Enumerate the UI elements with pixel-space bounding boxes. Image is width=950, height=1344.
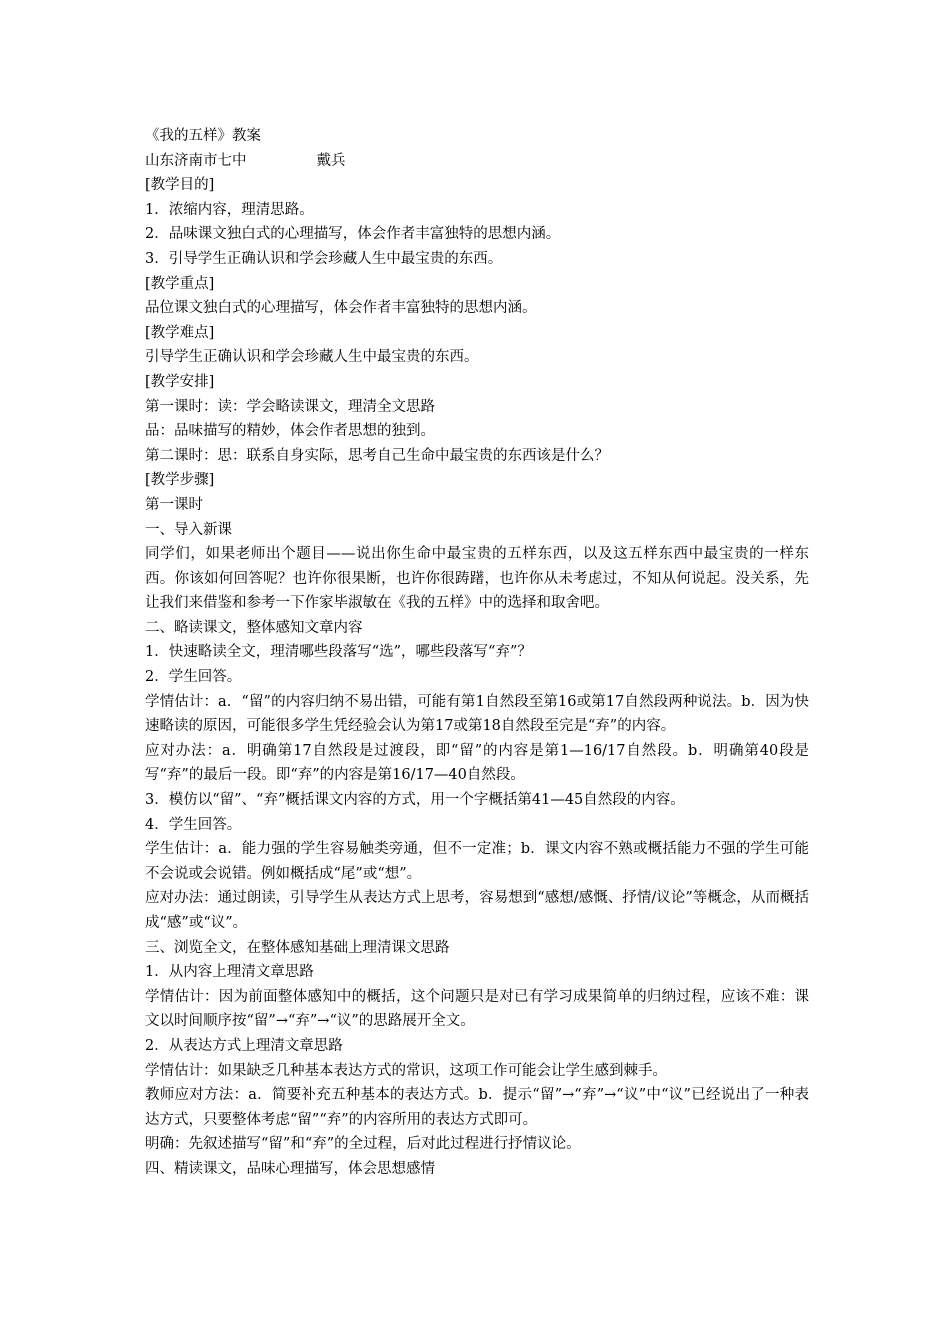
paragraph: 二、略读课文，整体感知文章内容: [145, 619, 363, 636]
paragraph: [教学安排]: [145, 373, 215, 390]
paragraph: 引导学生正确认识和学会珍藏人生中最宝贵的东西。: [145, 349, 479, 366]
paragraph: 第一课时：读：学会略读课文，理清全文思路: [145, 398, 435, 415]
paragraph: 学情估计：a．“留”的内容归纳不易出错，可能有第1自然段至第16或第17自然段两种说法。b．因为快速略读的原因，可能很多学生凭经验会认为第17或第18自然段至完是“弃”的内容。: [145, 693, 809, 735]
paragraph: 明确：先叙述描写“留”和“弃”的全过程，后对此过程进行抒情议论。: [145, 1136, 581, 1153]
paragraph: 2．从表达方式上理清文章思路: [145, 1037, 343, 1054]
paragraph: 同学们，如果老师出个题目——说出你生命中最宝贵的五样东西，以及这五样东西中最宝贵的一样东西。你该如何回答呢？也许你很果断，也许你很踌躇，也许你从未考虑过，不知从何说起。没关系，先让我们来借鉴和参考一下作家毕淑敏在《我的五样》中的选择和取舍吧。: [145, 546, 809, 612]
paragraph: 应对办法：a．明确第17自然段是过渡段，即“留”的内容是第1—16/17自然段。b．明确第40段是写“弃”的最后一段。即“弃”的内容是第16/17—40自然段。: [145, 742, 809, 784]
paragraph: 2．品味课文独白式的心理描写，体会作者丰富独特的思想内涵。: [145, 226, 561, 243]
paragraph: [教学目的]: [145, 177, 215, 194]
paragraph: 第二课时：思：联系自身实际，思考自己生命中最宝贵的东西该是什么？: [145, 447, 609, 464]
document-title: 《我的五样》教案: [145, 128, 261, 144]
author-name: 戴兵: [316, 152, 346, 169]
paragraph: 1．从内容上理清文章思路: [145, 964, 314, 981]
paragraph: 1．快速略读全文，理清哪些段落写“选”，哪些段落写“弃”？: [145, 644, 532, 661]
author-school: 山东济南市七中: [145, 152, 247, 169]
paragraph: 品位课文独白式的心理描写，体会作者丰富独特的思想内涵。: [145, 300, 537, 317]
paragraph: 3．引导学生正确认识和学会珍藏人生中最宝贵的东西。: [145, 250, 503, 267]
paragraph: 应对办法：通过朗读，引导学生从表达方式上思考，容易想到“感想/感慨、抒情/议论”等概念，从而概括成“感”或“议”。: [145, 890, 809, 931]
paragraph: 学情估计：因为前面整体感知中的概括，这个问题只是对已有学习成果简单的归纳过程，应该不难：课文以时间顺序按“留”→“弃”→“议”的思路展开全文。: [145, 988, 809, 1030]
paragraph: 一、导入新课: [145, 521, 232, 538]
paragraph: 4．学生回答。: [145, 816, 242, 833]
document-page: [145, 124, 809, 1182]
document-body: [145, 173, 809, 1181]
paragraph: 1．浓缩内容，理清思路。: [145, 201, 314, 218]
paragraph: 学情估计：如果缺乏几种基本表达方式的常识，这项工作可能会让学生感到棘手。: [145, 1062, 667, 1079]
paragraph: [教学步骤]: [145, 472, 215, 489]
paragraph: 三、浏览全文，在整体感知基础上理清课文思路: [145, 939, 450, 956]
author-line: [145, 149, 809, 174]
paragraph: 3．模仿以“留”、“弃”概括课文内容的方式，用一个字概括第41—45自然段的内容。: [145, 792, 685, 809]
paragraph: [教学重点]: [145, 275, 215, 292]
paragraph: 2．学生回答。: [145, 669, 242, 686]
paragraph: [教学难点]: [145, 324, 215, 341]
paragraph: 第一课时: [145, 496, 203, 513]
paragraph: 教师应对方法：a．简要补充五种基本的表达方式。b．提示“留”→“弃”→“议”中“议”已经说出了一种表达方式，只要整体考虑“留”“弃”的内容所用的表达方式即可。: [145, 1087, 809, 1128]
paragraph: 学生估计：a．能力强的学生容易触类旁通，但不一定准；b．课文内容不熟或概括能力不强的学生可能不会说或会说错。例如概括成“尾”或“想”。: [145, 841, 809, 882]
paragraph: 品：品味描写的精妙，体会作者思想的独到。: [145, 423, 435, 440]
paragraph: 四、精读课文，品味心理描写，体会思想感情: [145, 1160, 435, 1177]
